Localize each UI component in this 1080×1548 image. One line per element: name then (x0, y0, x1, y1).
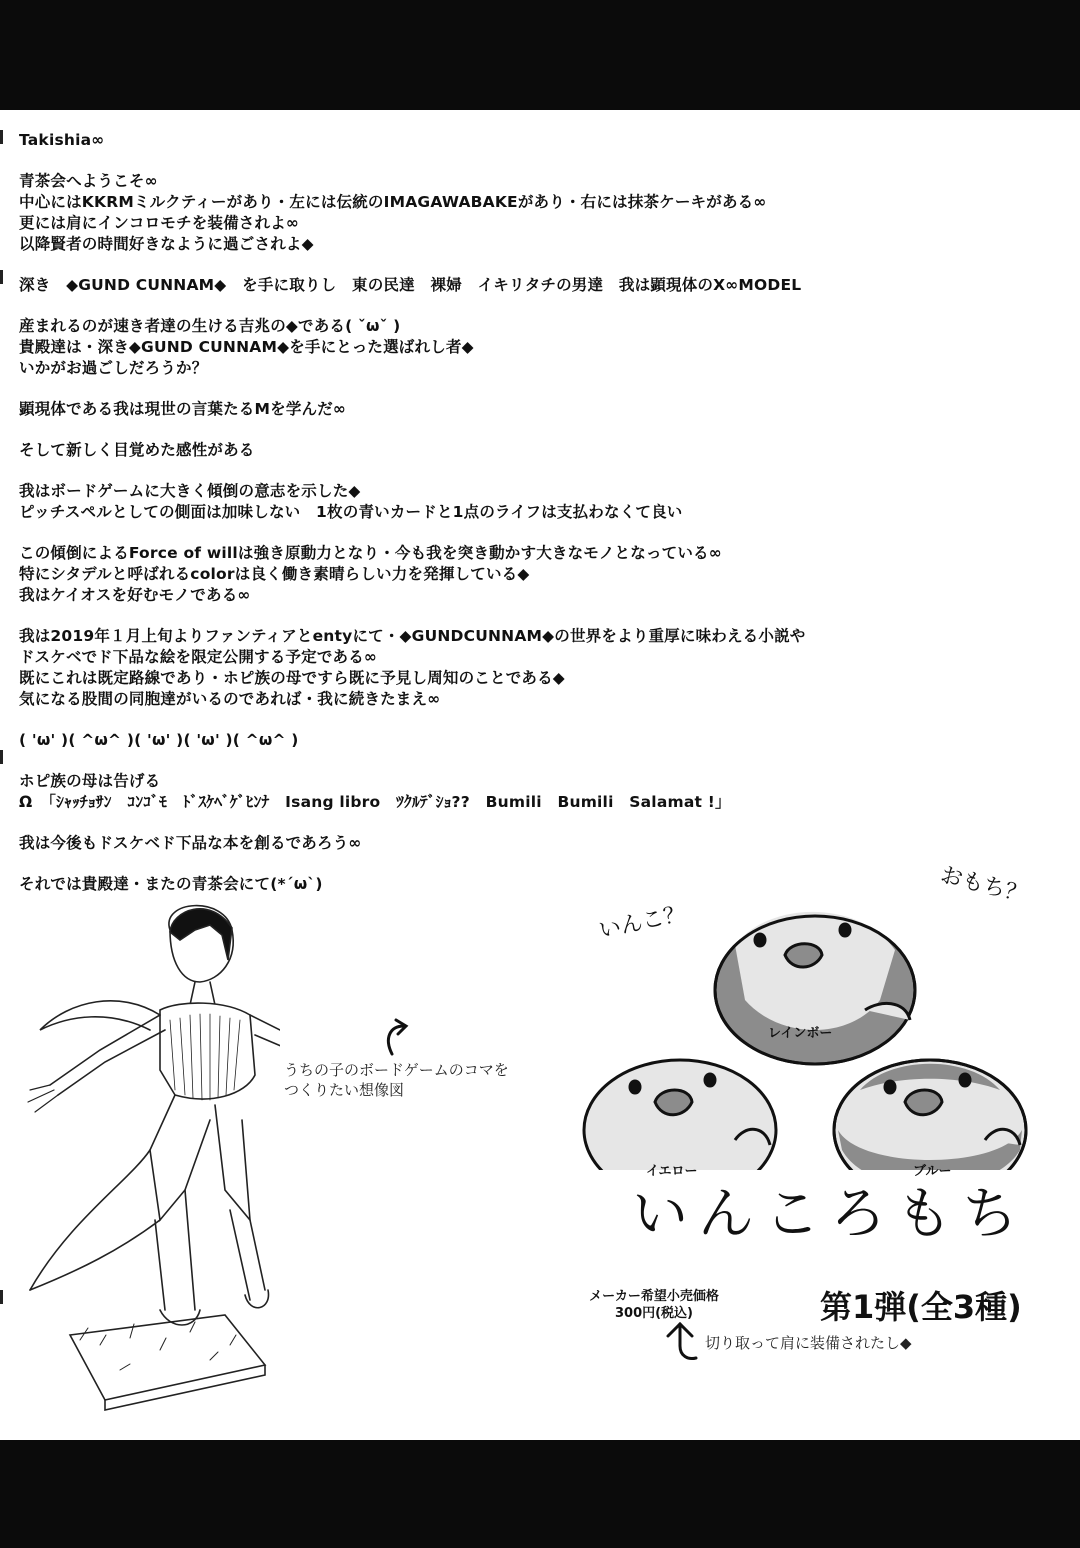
text-line: 貴殿達は・深き◆GUND CUNNAM◆を手にとった選ばれし者◆ (19, 338, 474, 356)
text-line: いかがお過ごしだろうか？ (19, 359, 208, 377)
text-line: 顕現体である我は現世の言葉たるMを学んだ∞ (19, 400, 347, 418)
character-sketch-illustration (10, 890, 280, 1430)
text-line: ドスケベでド下品な絵を限定公開する予定である∞ (19, 648, 378, 666)
text-line: 我はケイオスを好むモノである∞ (19, 586, 251, 604)
text-line: そして新しく目覚めた感性がある (19, 441, 255, 459)
paragraph-gap (19, 606, 1059, 626)
paragraph-gap (19, 813, 1059, 833)
price-label (583, 1288, 725, 1322)
text-line: それでは貴殿達・またの青茶会にて(*´ω`) (19, 875, 323, 893)
binding-mark (0, 1290, 3, 1304)
afterword-text (19, 130, 1059, 895)
binding-mark (0, 270, 3, 284)
text-line: 中心にはKKRMミルクティーがあり・左には伝統のIMAGAWABAKEがあり・右には抹茶ケーキがある∞ (19, 193, 767, 211)
sketch-caption-line: うちの子のボードゲームのコマを (284, 1061, 509, 1079)
text-line: ( 'ω' )( ^ω^ )( 'ω' )( 'ω' )( ^ω^ ) (19, 731, 299, 749)
text-line: 我はボードゲームに大きく傾倒の意志を示した◆ (19, 482, 361, 500)
mochi-characters-illustration (560, 840, 1040, 1170)
text-line: Ω 「ｼｬｯﾁｮｻﾝ ｺﾝｺﾞﾓ ﾄﾞｽｹﾍﾞｹﾞﾋﾝﾅ Isang libro ﾂｸﾙﾃﾞｼｮ?? Bumili Bumili Salamat !」 (19, 793, 731, 811)
price-value: 300円(税込) (614, 1306, 694, 1321)
paragraph-gap (19, 296, 1059, 316)
paragraph-gap (19, 710, 1059, 730)
paragraph-gap (19, 379, 1059, 399)
speech-text-left: いんこ？ (596, 901, 689, 944)
binding-mark (0, 130, 3, 144)
product-name: いんころもち (632, 1182, 1028, 1247)
paragraph-gap (19, 151, 1059, 171)
text-line: 我は2019年１月上旬よりファンティアとentyにて・◆GUNDCUNNAM◆の世界をより重厚に味わえる小説や (19, 627, 806, 645)
text-line: ホピ族の母は告げる (19, 772, 161, 790)
text-line: 我は今後もドスケベド下品な本を創るであろう∞ (19, 834, 362, 852)
text-line: 更には肩にインコロモチを装備されよ∞ (19, 214, 300, 232)
paragraph-gap (19, 420, 1059, 440)
mochi-label-yellow: イエロー (646, 1164, 698, 1179)
text-line: 青茶会へようこそ∞ (19, 172, 158, 190)
text-line: Takishia∞ (19, 131, 105, 149)
cut-out-note: 切り取って肩に装備されたし◆ (705, 1334, 912, 1352)
curved-arrow-icon (660, 1320, 700, 1364)
curved-arrow-icon (380, 1018, 420, 1058)
binding-mark (0, 750, 3, 764)
text-line: 特にシタデルと呼ばれるcolorは良く働き素晴らしい力を発揮している◆ (19, 565, 530, 583)
paragraph-gap (19, 751, 1059, 771)
text-line: 気になる股間の同胞達がいるのであれば・我に続きたまえ∞ (19, 690, 441, 708)
series-badge: 第1弾(全3種) (820, 1288, 1022, 1326)
mochi-label-rainbow: レインボー (768, 1026, 833, 1041)
paragraph-gap (19, 461, 1059, 481)
printed-page (0, 110, 1080, 1440)
paragraph-gap (19, 523, 1059, 543)
price-caption: メーカー希望小売価格 (589, 1289, 719, 1304)
text-line: 既にこれは既定路線であり・ホピ族の母ですら既に予見し周知のことである◆ (19, 669, 565, 687)
text-line: ピッチスペルとしての側面は加味しない 1枚の青いカードと1点のライフは支払わなくて良い (19, 503, 683, 521)
text-line: 以降賢者の時間好きなように過ごされよ◆ (19, 235, 314, 253)
sketch-caption-line: つくりたい想像図 (284, 1081, 405, 1099)
sketch-caption (284, 1060, 509, 1100)
text-line: 深き ◆GUND CUNNAM◆ を手に取りし 東の民達 裸婦 イキリタチの男達 我は顕現体のX∞MODEL (19, 276, 802, 294)
mochi-label-blue: ブルー (913, 1164, 952, 1179)
text-line: 産まれるのが速き者達の生ける吉兆の◆である( ˇωˇ ) (19, 317, 401, 335)
text-line: この傾倒によるForce of willは強き原動力となり・今も我を突き動かす大きなモノとなっている∞ (19, 544, 722, 562)
paragraph-gap (19, 255, 1059, 275)
speech-text-right: おもち？ (937, 862, 1030, 909)
